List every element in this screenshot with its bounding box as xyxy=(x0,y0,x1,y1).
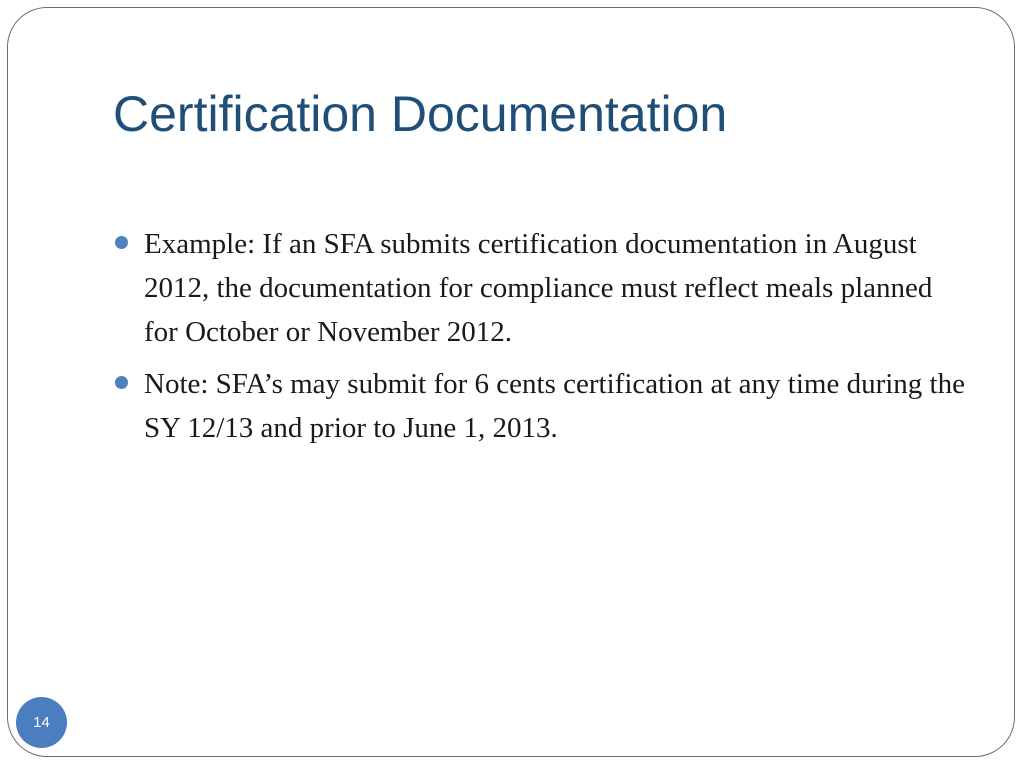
bullet-list xyxy=(115,222,965,458)
bullet-item-example xyxy=(115,222,965,354)
slide-title: Certification Documentation xyxy=(113,86,728,142)
bullet-text: Note: SFA’s may submit for 6 cents certification at any time during the SY 12/13 and prior to June 1, 2013. xyxy=(144,368,965,444)
bullet-dot-icon xyxy=(115,376,128,389)
page-number-badge: 14 xyxy=(16,697,67,748)
bullet-dot-icon xyxy=(115,236,128,249)
bullet-text: Example: If an SFA submits certification documentation in August 2012, the documentation for compliance must reflect meals planned for October or November 2012. xyxy=(144,228,933,348)
bullet-item-note xyxy=(115,362,965,450)
